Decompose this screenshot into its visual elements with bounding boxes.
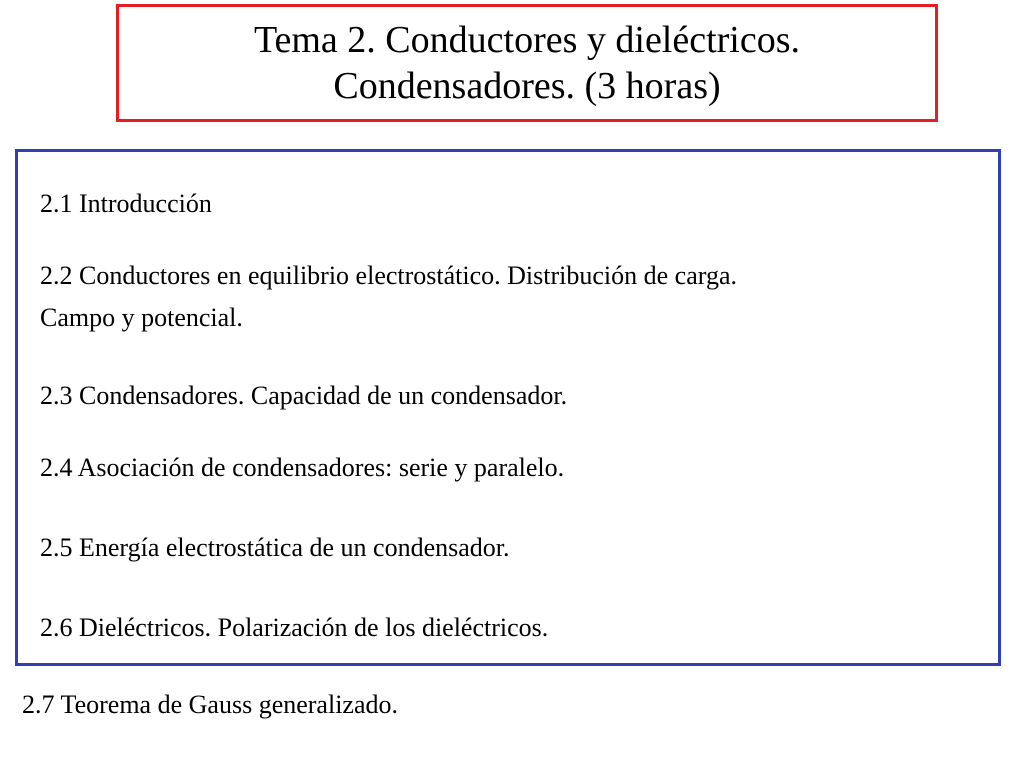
topic-2-4: 2.4 Asociación de condensadores: serie y paralelo. (40, 453, 565, 482)
topic-2-7: 2.7 Teorema de Gauss generalizado. (22, 690, 398, 719)
topic-2-2-continued: Campo y potencial. (40, 303, 243, 332)
topics-box (15, 149, 1001, 666)
topic-2-2: 2.2 Conductores en equilibrio electrostático. Distribución de carga. (40, 261, 737, 290)
topic-2-1: 2.1 Introducción (40, 189, 212, 218)
slide-title-line-1: Tema 2. Conductores y dieléctricos. (253, 19, 801, 61)
slide-title-box (116, 4, 938, 122)
slide-title-line-2: Condensadores. (3 horas) (333, 65, 721, 107)
topic-2-6: 2.6 Dieléctricos. Polarización de los dieléctricos. (40, 613, 549, 642)
topic-2-3: 2.3 Condensadores. Capacidad de un condensador. (40, 381, 568, 410)
topic-2-5: 2.5 Energía electrostática de un condensador. (40, 533, 510, 562)
